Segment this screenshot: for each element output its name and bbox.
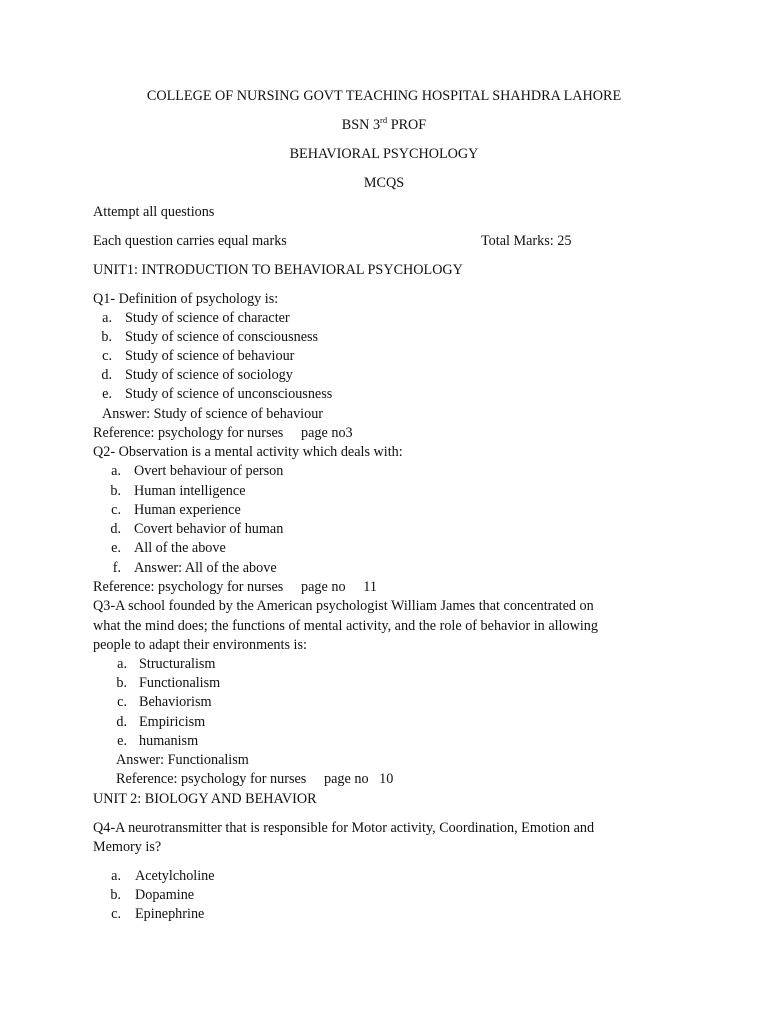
option-text: Study of science of character	[125, 310, 290, 326]
option-text: Epinephrine	[135, 906, 205, 922]
q3-option	[93, 713, 205, 732]
document-type: MCQS	[363, 175, 405, 191]
q1-option	[93, 347, 294, 366]
q3-stem-line: people to adapt their environments is:	[93, 637, 307, 653]
option-marker: a.	[111, 868, 121, 884]
option-text: humanism	[139, 733, 199, 749]
class-superscript: rd	[380, 115, 388, 125]
q4-option	[93, 867, 215, 886]
class-title	[0, 116, 768, 135]
q3-reference: Reference: psychology for nurses page no 10	[116, 771, 394, 787]
q2-option	[93, 482, 246, 501]
option-text: Study of science of behaviour	[125, 348, 295, 364]
q1-option	[93, 385, 332, 404]
q4-option	[93, 905, 204, 924]
q4-stem-line: Memory is?	[93, 839, 162, 855]
q1-option	[93, 328, 318, 347]
option-marker: d.	[110, 521, 121, 537]
option-marker: b.	[101, 329, 112, 345]
q1-option	[93, 309, 290, 328]
q2-reference: Reference: psychology for nurses page no 11	[93, 579, 377, 595]
option-marker: f.	[112, 560, 121, 576]
q2-option	[93, 501, 241, 520]
option-text: Answer: All of the above	[134, 560, 277, 576]
option-marker: d.	[116, 714, 127, 730]
option-text: Structuralism	[139, 656, 216, 672]
q2-option	[93, 462, 283, 481]
option-marker: e.	[102, 386, 112, 402]
option-text: Functionalism	[139, 675, 221, 691]
option-marker: a.	[117, 656, 127, 672]
option-marker: b.	[110, 483, 121, 499]
option-marker: c.	[111, 502, 121, 518]
q2-option	[93, 559, 277, 578]
option-marker: d.	[101, 367, 112, 383]
q2-stem: Q2- Observation is a mental activity which deals with:	[93, 444, 403, 460]
option-text: Dopamine	[135, 887, 195, 903]
class-prefix: BSN 3	[341, 117, 381, 133]
unit1-heading: UNIT1: INTRODUCTION TO BEHAVIORAL PSYCHOLOGY	[93, 262, 463, 278]
option-marker: b.	[110, 887, 121, 903]
q2-option	[93, 520, 283, 539]
option-marker: e.	[117, 733, 127, 749]
q2-option	[93, 539, 226, 558]
q3-option	[93, 655, 215, 674]
q1-reference: Reference: psychology for nurses page no3	[93, 425, 353, 441]
option-marker: c.	[102, 348, 112, 364]
option-marker: a.	[102, 310, 112, 326]
option-text: Study of science of sociology	[125, 367, 293, 383]
option-text: Human experience	[134, 502, 241, 518]
option-text: Overt behaviour of person	[134, 463, 284, 479]
q4-option	[93, 886, 194, 905]
unit2-heading: UNIT 2: BIOLOGY AND BEHAVIOR	[93, 791, 317, 807]
q4-stem-line: Q4-A neurotransmitter that is responsible for Motor activity, Coordination, Emotion and	[93, 820, 595, 836]
option-marker: e.	[111, 540, 121, 556]
option-text: Empiricism	[139, 714, 206, 730]
q3-stem-line: what the mind does; the functions of mental activity, and the role of behavior in allowing	[93, 618, 598, 634]
option-text: Study of science of unconsciousness	[125, 386, 333, 402]
q3-option	[93, 732, 198, 751]
option-marker: c.	[117, 694, 127, 710]
total-marks: Total Marks: 25	[481, 233, 572, 249]
college-title: COLLEGE OF NURSING GOVT TEACHING HOSPITAL SHAHDRA LAHORE	[146, 88, 622, 104]
subject-title: BEHAVIORAL PSYCHOLOGY	[289, 146, 479, 162]
instruction-attempt: Attempt all questions	[93, 204, 215, 220]
q1-option	[93, 366, 293, 385]
q1-stem: Q1- Definition of psychology is:	[93, 291, 279, 307]
option-text: Human intelligence	[134, 483, 246, 499]
q3-option	[93, 674, 220, 693]
option-marker: c.	[111, 906, 121, 922]
q3-answer: Answer: Functionalism	[116, 752, 249, 768]
instruction-equal-marks: Each question carries equal marks	[93, 233, 287, 249]
option-text: Covert behavior of human	[134, 521, 284, 537]
option-marker: a.	[111, 463, 121, 479]
option-text: Behaviorism	[139, 694, 212, 710]
q1-answer: Answer: Study of science of behaviour	[102, 406, 324, 422]
option-text: Study of science of consciousness	[125, 329, 319, 345]
option-text: Acetylcholine	[135, 868, 215, 884]
option-marker: b.	[116, 675, 127, 691]
option-text: All of the above	[134, 540, 226, 556]
q3-stem-line: Q3-A school founded by the American psychologist William James that concentrated on	[93, 598, 594, 614]
q3-option	[93, 693, 212, 712]
class-suffix: PROF	[387, 117, 427, 133]
